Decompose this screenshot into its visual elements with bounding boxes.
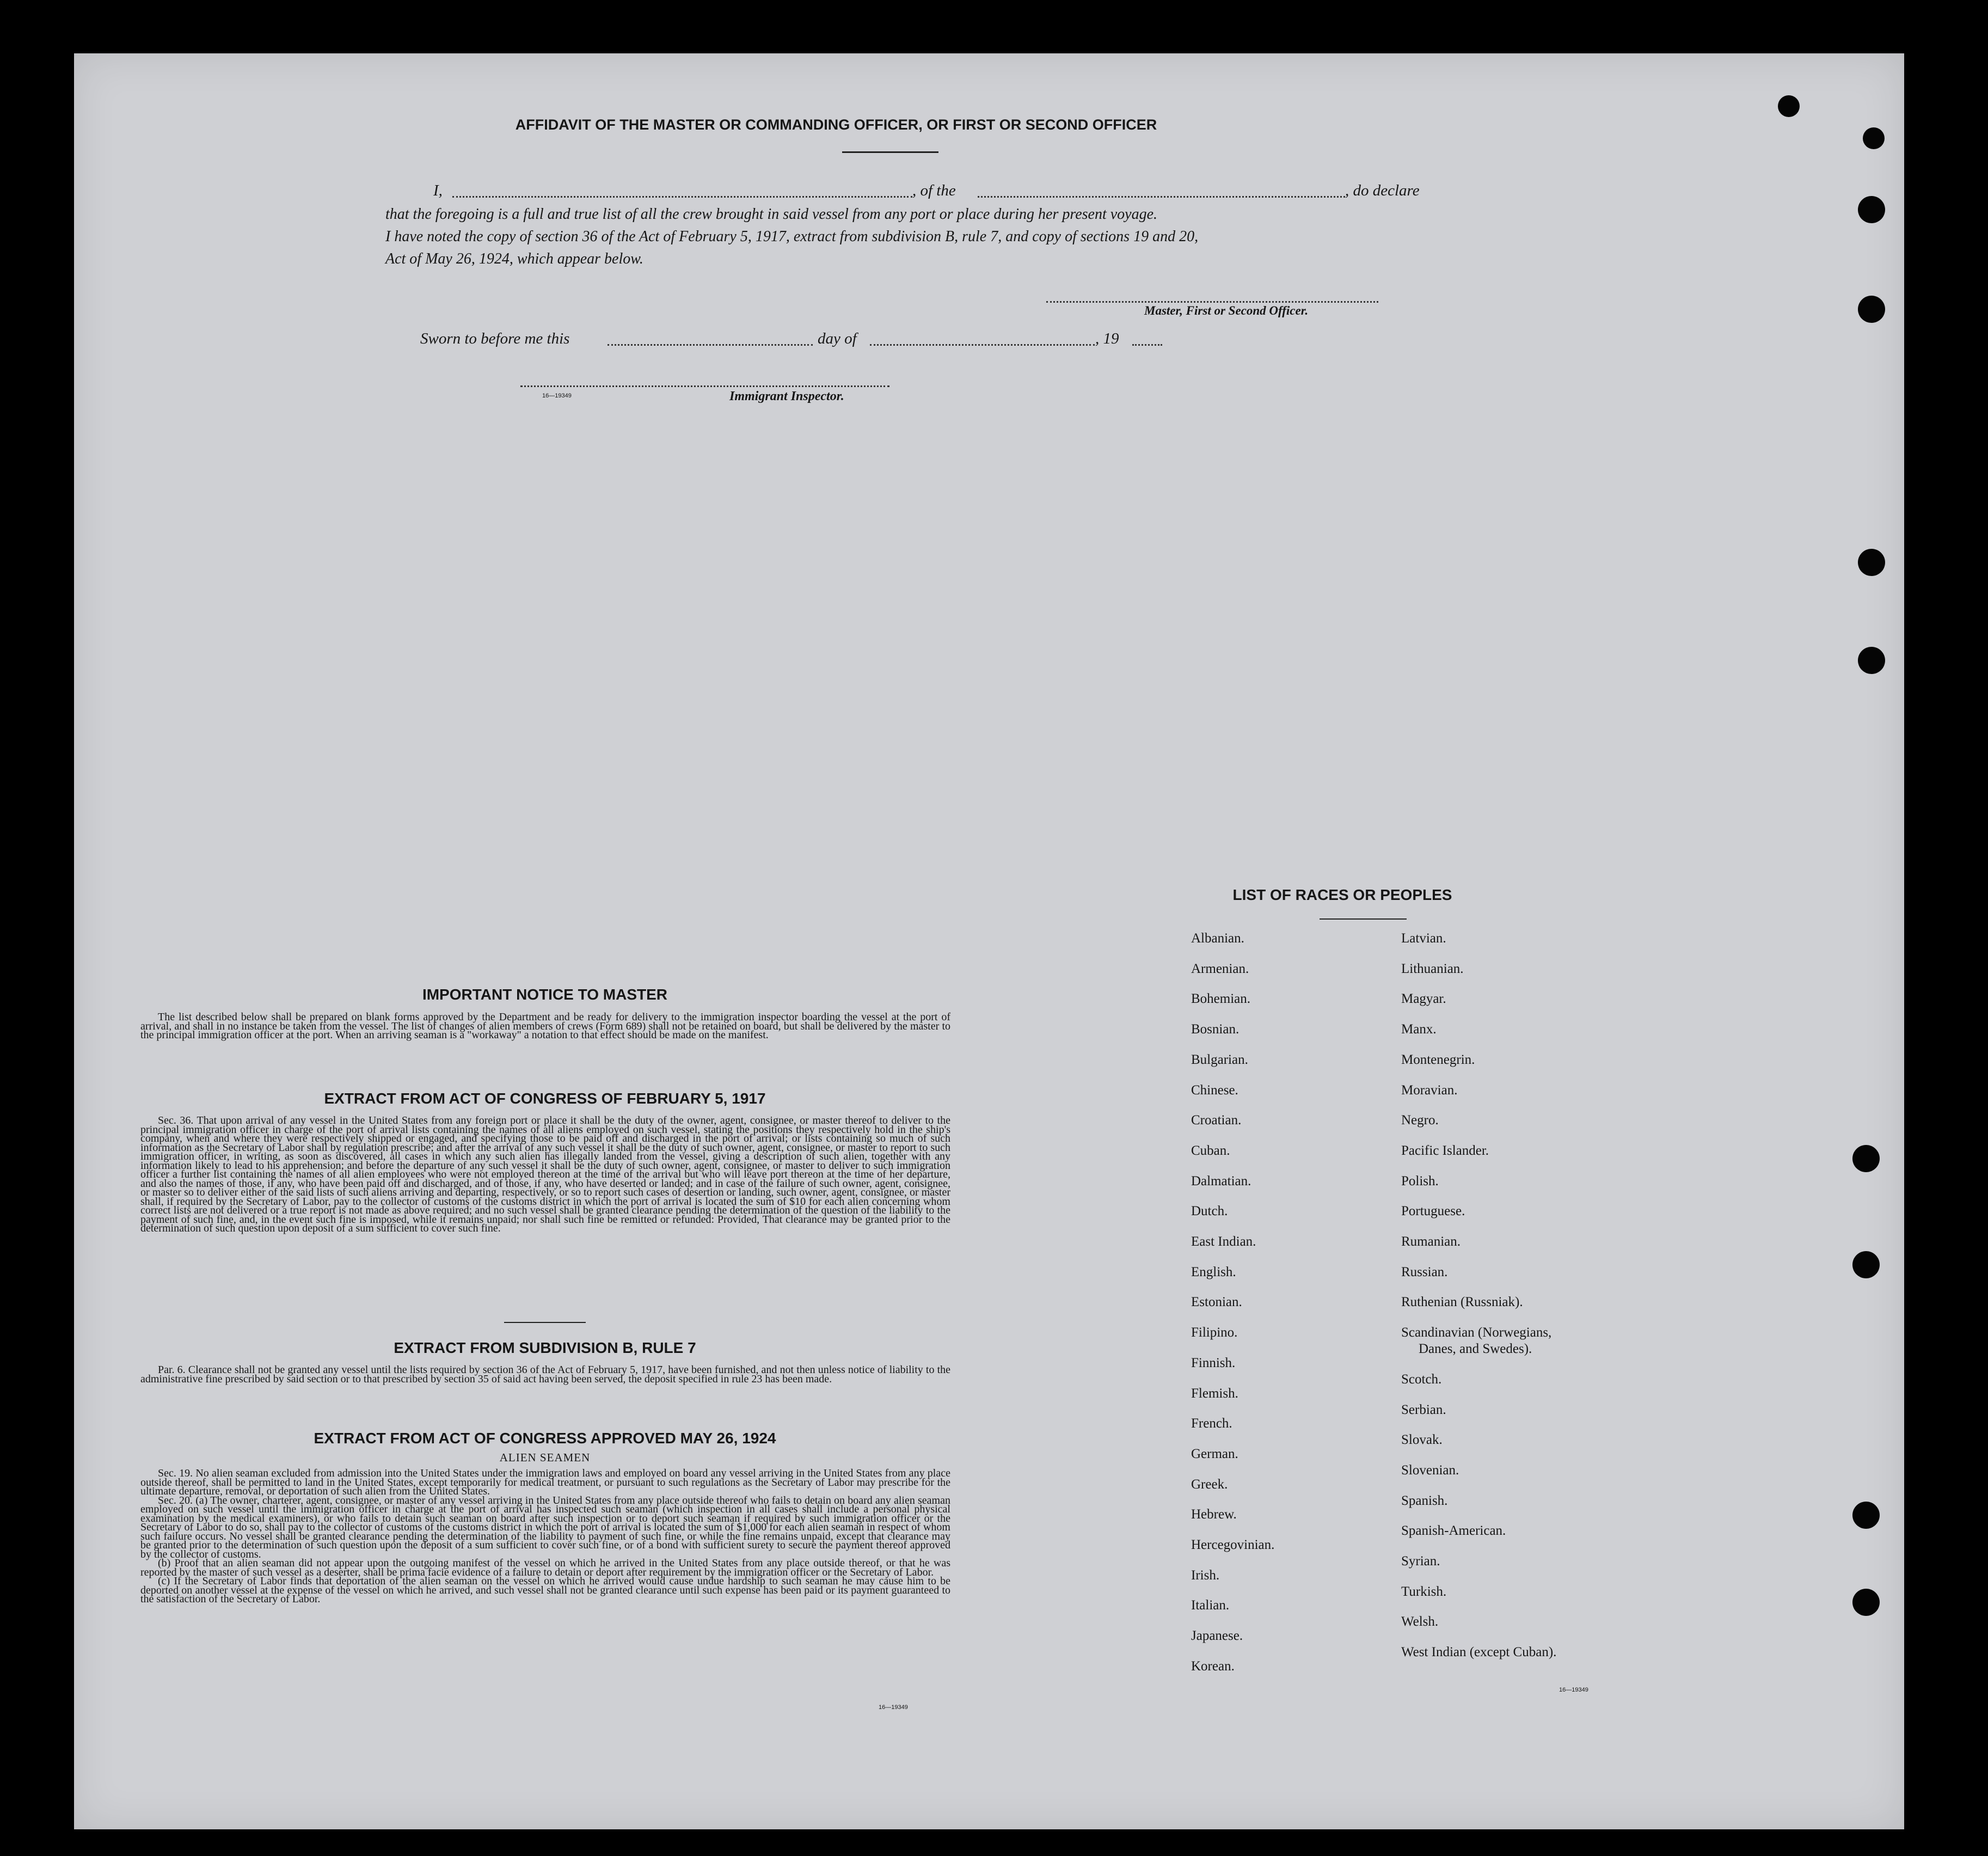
race-item: Danes, and Swedes). bbox=[1419, 1342, 1532, 1357]
word-do-declare: , do declare bbox=[1345, 182, 1420, 199]
punch-hole bbox=[1852, 1589, 1880, 1616]
name-blank bbox=[452, 196, 912, 198]
extract-1917-heading: EXTRACT FROM ACT OF CONGRESS OF FEBRUARY 5, 1917 bbox=[324, 1090, 766, 1107]
race-item: Japanese. bbox=[1191, 1628, 1243, 1644]
form-number-extract: 16—19349 bbox=[879, 1704, 908, 1711]
race-item: Bohemian. bbox=[1191, 991, 1251, 1007]
month-blank bbox=[870, 344, 1095, 346]
notice-text bbox=[140, 1013, 950, 1040]
affidavit-line-3: I have noted the copy of section 36 of the Act of February 5, 1917, extract from subdivision B, rule 7, and copy of sections 19 and 20, bbox=[385, 228, 1199, 245]
vessel-blank bbox=[978, 196, 1345, 198]
affidavit-line-4: Act of May 26, 1924, which appear below. bbox=[385, 250, 643, 267]
extract-1917-text bbox=[140, 1116, 950, 1233]
race-item: Irish. bbox=[1191, 1567, 1220, 1583]
race-item: Negro. bbox=[1401, 1113, 1439, 1128]
race-item: Spanish-American. bbox=[1401, 1523, 1506, 1539]
section-divider bbox=[504, 1322, 586, 1323]
race-item: East Indian. bbox=[1191, 1234, 1256, 1249]
race-item: Pacific Islander. bbox=[1401, 1143, 1489, 1158]
extract-1924-text bbox=[140, 1469, 950, 1604]
race-item: Latvian. bbox=[1401, 931, 1446, 946]
races-heading-rule bbox=[1320, 918, 1407, 920]
race-item: French. bbox=[1191, 1416, 1232, 1431]
affidavit-heading: AFFIDAVIT OF THE MASTER OR COMMANDING OFFICER, OR FIRST OR SECOND OFFICER bbox=[515, 117, 1157, 133]
punch-hole bbox=[1852, 1502, 1880, 1529]
race-item: Dalmatian. bbox=[1191, 1173, 1251, 1189]
punch-hole bbox=[1858, 647, 1885, 674]
race-item: Scandinavian (Norwegians, bbox=[1401, 1325, 1552, 1340]
race-item: Bosnian. bbox=[1191, 1022, 1240, 1037]
race-item: Italian. bbox=[1191, 1598, 1230, 1613]
sworn-line bbox=[420, 330, 1237, 348]
sworn-day-blank bbox=[608, 344, 813, 346]
race-item: Spanish. bbox=[1401, 1493, 1448, 1508]
signature-line bbox=[1046, 301, 1378, 303]
sec19-paragraph: Sec. 19. No alien seaman excluded from admission into the United States under the immigration laws and employed on board any vessel arriving in the United States from any place outside thereof, shall be permitted to land in the United States, except temporarily for medical treatment, or pursuant to such regulations as the Secretary of Labor may prescribe for the ultimate departure, removal, or deportation of such alien from the United States. bbox=[140, 1467, 950, 1497]
rule7-paragraph: Par. 6. Clearance shall not be granted any vessel until the lists required by section 36 of the Act of February 5, 1917, have been furnished, and not then unless notice of liability to the administrative fine prescribed by said section or to that prescribed by section 35 of said act having been served, the deposit specified in rule 23 has been made. bbox=[140, 1364, 950, 1385]
manifest-back-page bbox=[74, 53, 1904, 1829]
race-item: Korean. bbox=[1191, 1658, 1235, 1674]
sec36-paragraph: Sec. 36. That upon arrival of any vessel in the United States from any foreign port or place it shall be the duty of the owner, agent, consignee, or master thereof to deliver to the principal immigration officer in charge of the port of arrival lists containing the names of all aliens employed on such vessel, stating the positions they respectively hold in the ship's company, when and where they were respectively shipped or engaged, and specifying those to be paid off and discharged in the port of arrival; or lists containing so much of such information as the Secretary of Labor shall by regulation prescribe; and after the arrival of any such vessel it shall be the duty of such owner, agent, consignee, or master to report to such immigration officer, in writing, as soon as discovered, all cases in which any such alien has illegally landed from the vessel, giving a description of such alien, together with any information likely to lead to his apprehension; and before the departure of any such vessel it shall be the duty of such owner, agent, consignee, or master to deliver to such immigration officer a further list containing the names of all alien employees who were not employed thereon at the time of the arrival but who will leave port thereon at the time of her departure, and also the names of those, if any, who have been paid off and discharged, and of those, if any, who have deserted or landed; and in case of the failure of such owner, agent, consignee, or master so to deliver either of the said lists of such aliens arriving and departing, respectively, or so to report such cases of desertion or landing, such owner, agent, consignee, or master shall, if required by the Secretary of Labor, pay to the collector of customs of the customs district in which the port of arrival is located the sum of $10 for each alien concerning whom correct lists are not delivered or a true report is not made as above required; and no such vessel shall be granted clearance pending the determination of the question of the liability to the payment of such fine, and, in the event such fine is imposed, while it remains unpaid; nor shall such fine be remitted or refunded: Provided, That clearance may be granted prior to the determination of such question upon deposit of a sum sufficient to cover such fine. bbox=[140, 1114, 950, 1234]
signature-caption: Master, First or Second Officer. bbox=[1144, 304, 1309, 317]
punch-hole bbox=[1852, 1145, 1880, 1172]
form-number-affidavit: 16—19349 bbox=[542, 393, 572, 399]
race-item: Scotch. bbox=[1401, 1371, 1442, 1387]
sec20b-paragraph: (b) Proof that an alien seaman did not appear upon the outgoing manifest of the vessel on which he arrived in the United States from any place outside thereof, or that he was reported by the master of such vessel as a deserter, shall be prima facie evidence of a failure to detain or deport after requirement by the immigration officer or the Secretary of Labor. bbox=[140, 1557, 950, 1578]
punch-hole bbox=[1852, 1251, 1880, 1278]
punch-hole bbox=[1778, 95, 1800, 117]
inspector-caption: Immigrant Inspector. bbox=[729, 389, 844, 403]
extract-1924-heading: EXTRACT FROM ACT OF CONGRESS APPROVED MAY 26, 1924 bbox=[314, 1430, 776, 1447]
word-of-the: , of the bbox=[912, 182, 956, 199]
race-item: Albanian. bbox=[1191, 931, 1244, 946]
race-item: English. bbox=[1191, 1264, 1236, 1279]
rule7-text bbox=[140, 1365, 950, 1383]
affidavit-line-2: that the foregoing is a full and true list of all the crew brought in said vessel from any port or place during her present voyage. bbox=[385, 206, 1158, 223]
race-item: Ruthenian (Russniak). bbox=[1401, 1295, 1523, 1310]
race-item: Armenian. bbox=[1191, 961, 1249, 976]
race-item: Hercegovinian. bbox=[1191, 1538, 1275, 1552]
race-item: German. bbox=[1191, 1446, 1238, 1461]
race-item: Slovak. bbox=[1401, 1432, 1443, 1448]
rule7-heading: EXTRACT FROM SUBDIVISION B, RULE 7 bbox=[394, 1339, 696, 1356]
notice-paragraph: The list described below shall be prepared on blank forms approved by the Department and be ready for delivery to the immigration inspector boarding the vessel at the port of arrival, and shall in no instance be taken from the vessel. The list of changes of alien members of crews (Form 689) shall not be retained on board, but shall be delivered by the master to the principal immigration officer at the port. When an arriving seaman is a "workaway" a notation to that effect should be made on the manifest. bbox=[140, 1011, 950, 1041]
sec20c-paragraph: (c) If the Secretary of Labor finds that deportation of the alien seaman on the vessel on which he arrived would cause undue hardship to such seaman he may cause him to be deported on another vessel at the expense of the vessel on which he arrived, and such vessel shall not be granted clearance until such expense has been paid or its payment guaranteed to the satisfaction of the Secretary of Labor. bbox=[140, 1575, 950, 1605]
word-i: I, bbox=[433, 182, 443, 199]
race-item: Greek. bbox=[1191, 1477, 1228, 1492]
race-item: Flemish. bbox=[1191, 1386, 1238, 1401]
race-item: Filipino. bbox=[1191, 1325, 1238, 1340]
race-item: Bulgarian. bbox=[1191, 1052, 1248, 1067]
sec20a-paragraph: Sec. 20. (a) The owner, charterer, agent, consignee, or master of any vessel arriving in the United States from any place outside thereof who fails to detain on board any alien seaman employed on such vessel until the immigration officer in charge at the port of arrival has inspected such seaman (which inspection in all cases shall include a personal physical examination by the medical examiners), or who fails to detain such seaman on board after such inspection or to deport such seaman if required by such immigration officer or the Secretary of Labor to do so, shall pay to the collector of customs of the customs district in which the port of arrival is located the sum of $1,000 for each alien seaman in respect of whom such failure occurs. No vessel shall be granted clearance pending the determination of the liability to payment of such fine, or while the fine remains unpaid, except that clearance may be granted prior to the determination of such question upon the deposit of a sum sufficient to cover such fine, or of a bond with sufficient surety to secure the payment thereof approved by the collector of customs. bbox=[140, 1494, 950, 1560]
race-item: Croatian. bbox=[1191, 1113, 1242, 1128]
punch-hole bbox=[1858, 549, 1885, 576]
inspector-line bbox=[520, 385, 889, 387]
punch-hole bbox=[1858, 296, 1885, 323]
race-item: Rumanian. bbox=[1401, 1234, 1461, 1249]
race-item: Hebrew. bbox=[1191, 1507, 1237, 1522]
race-item: Russian. bbox=[1401, 1264, 1448, 1279]
heading-rule bbox=[842, 151, 938, 153]
punch-hole bbox=[1863, 127, 1885, 149]
race-item: Slovenian. bbox=[1401, 1462, 1459, 1478]
race-item: Manx. bbox=[1401, 1022, 1437, 1037]
race-item: Chinese. bbox=[1191, 1082, 1238, 1098]
form-number-races: 16—19349 bbox=[1559, 1687, 1588, 1693]
race-item: Turkish. bbox=[1401, 1584, 1447, 1599]
race-item: Estonian. bbox=[1191, 1295, 1242, 1310]
year-blank bbox=[1132, 344, 1162, 346]
affidavit-line-1 bbox=[433, 182, 1474, 200]
races-heading: LIST OF RACES OR PEOPLES bbox=[1232, 886, 1452, 903]
race-item: Moravian. bbox=[1401, 1082, 1458, 1098]
year-prefix: , 19 bbox=[1095, 330, 1119, 347]
punch-hole bbox=[1858, 196, 1885, 223]
race-item: Serbian. bbox=[1401, 1402, 1446, 1417]
sworn-text: Sworn to before me this bbox=[420, 330, 570, 347]
race-item: West Indian (except Cuban). bbox=[1401, 1645, 1557, 1660]
day-of-text: day of bbox=[818, 330, 857, 347]
race-item: Montenegrin. bbox=[1401, 1052, 1475, 1067]
race-item: Lithuanian. bbox=[1401, 961, 1464, 976]
notice-heading: IMPORTANT NOTICE TO MASTER bbox=[422, 986, 668, 1003]
race-item: Welsh. bbox=[1401, 1614, 1439, 1630]
alien-seamen-subheading: ALIEN SEAMEN bbox=[499, 1451, 591, 1464]
race-item: Cuban. bbox=[1191, 1143, 1230, 1158]
race-item: Magyar. bbox=[1401, 991, 1446, 1007]
race-item: Polish. bbox=[1401, 1173, 1439, 1189]
race-item: Finnish. bbox=[1191, 1355, 1236, 1370]
race-item: Portuguese. bbox=[1401, 1204, 1465, 1219]
race-item: Dutch. bbox=[1191, 1204, 1228, 1219]
race-item: Syrian. bbox=[1401, 1554, 1440, 1569]
